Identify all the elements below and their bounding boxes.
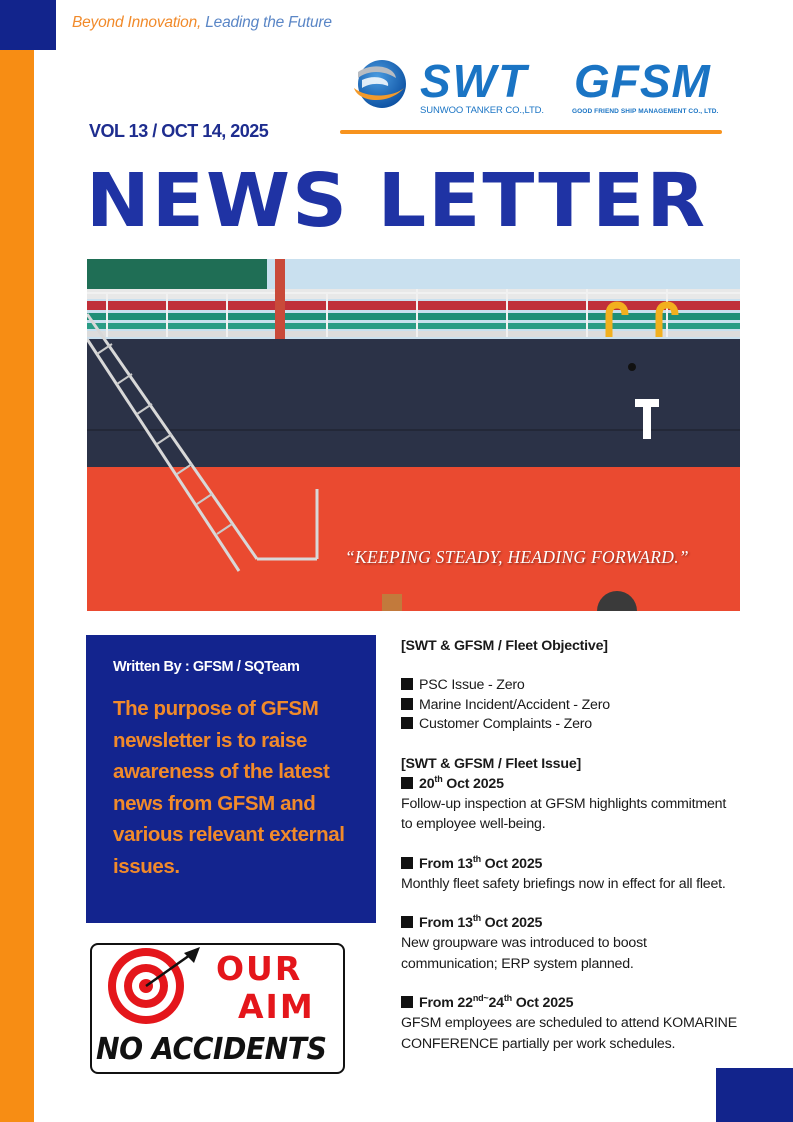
square-bullet-icon [401, 717, 413, 729]
issue-date: From 13th Oct 2025 [401, 913, 771, 933]
issue-date: From $22^{nd\sim}24th$ Oct 2025 [401, 993, 771, 1013]
aim-line-no-accidents: NO ACCIDENTS [96, 1032, 327, 1067]
fleet-issue-heading: [SWT & GFSM / Fleet Issue] [401, 755, 582, 772]
square-bullet-icon [401, 678, 413, 690]
square-bullet-icon [401, 857, 413, 869]
corner-accent-top-left [0, 0, 56, 50]
issue-item [401, 774, 771, 835]
issue-text: New groupware was introduced to boost [401, 935, 647, 951]
issue-item [401, 913, 771, 974]
purpose-box [86, 635, 376, 923]
globe-swirl-icon [348, 58, 408, 114]
volume-date: VOL 13 / OCT 14, 2025 [89, 121, 269, 141]
header-divider [340, 130, 722, 134]
company-logos [346, 56, 746, 136]
tagline-part1: Beyond Innovation, [72, 14, 202, 31]
issue-date: From 13th Oct 2025 [401, 854, 771, 874]
hero-quote: “KEEPING STEADY, HEADING FORWARD.” [345, 547, 689, 567]
purpose-statement: The purpose of GFSM newsletter is to raise awareness of the latest news from GFSM and various relevant external issues. [113, 697, 345, 878]
swt-logo-text: SWT [420, 55, 529, 107]
square-bullet-icon [401, 698, 413, 710]
square-bullet-icon [401, 777, 413, 789]
tagline-part2: Leading the Future [201, 14, 332, 31]
issue-text: Follow-up inspection at GFSM highlights commitment [401, 795, 727, 812]
author-credit: Written By : GFSM / SQTeam [113, 659, 300, 675]
tagline [72, 14, 332, 32]
fleet-info-column [401, 636, 771, 1054]
corner-accent-bottom-right [716, 1068, 793, 1122]
issue-item [401, 993, 771, 1054]
issue-text: Monthly fleet safety briefings now in effect for all fleet. [401, 875, 726, 892]
issue-text: to employee well-being. [401, 816, 546, 832]
aim-line-aim: AIM [238, 987, 315, 1026]
objective-item: PSC Issue - Zero [401, 676, 771, 696]
objective-item: Customer Complaints - Zero [401, 715, 771, 735]
fleet-objective-heading: [SWT & GFSM / Fleet Objective] [401, 638, 608, 654]
gfsm-logo-subtitle: GOOD FRIEND SHIP MANAGEMENT CO., LTD. [572, 108, 719, 115]
side-accent-bar [0, 50, 34, 1122]
square-bullet-icon [401, 996, 413, 1008]
aim-line-our: OUR [216, 949, 303, 988]
issue-text: GFSM employees are scheduled to attend KOMARINE [401, 1015, 737, 1031]
issue-text: communication; ERP system planned. [401, 955, 634, 972]
swt-logo-subtitle: SUNWOO TANKER CO.,LTD. [420, 105, 544, 116]
square-bullet-icon [401, 916, 413, 928]
our-aim-sign [90, 943, 345, 1074]
page-title: NEWS LETTER [86, 158, 708, 244]
objective-item: Marine Incident/Accident - Zero [401, 696, 771, 716]
gfsm-logo-text: GFSM [574, 55, 711, 107]
hero-image [87, 259, 740, 611]
issue-item [401, 854, 771, 895]
issue-text: CONFERENCE partially per work schedules. [401, 1035, 676, 1052]
issue-date: 20th Oct 2025 [401, 774, 771, 794]
